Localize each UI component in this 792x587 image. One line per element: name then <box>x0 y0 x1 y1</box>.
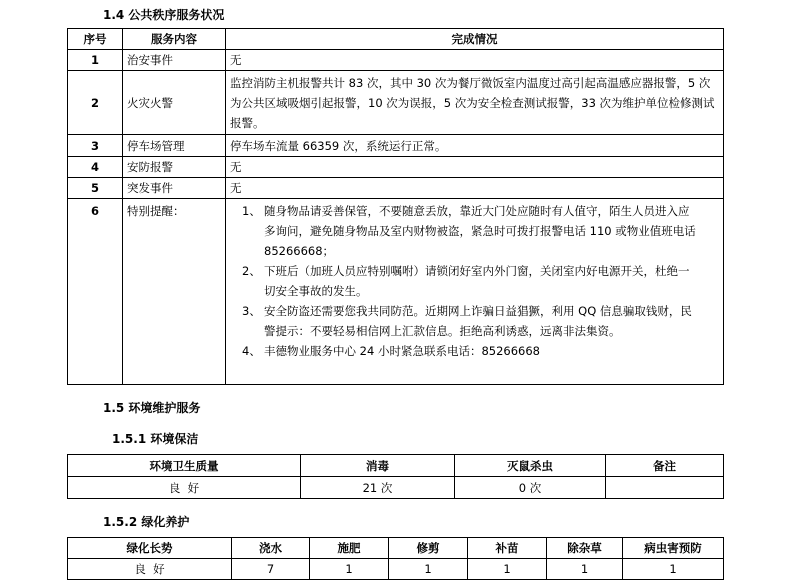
note-text: 随身物品请妥善保管，不要随意丢放，靠近大门处应随时有人值守，陌生人员进入应多询问，避免随身物品及室内财物被盗，紧急时可拨打报警电话 110 或物业值班电话 85266668； <box>264 204 696 258</box>
special-notes <box>226 199 724 385</box>
row-no: 3 <box>68 135 123 157</box>
cell-watering: 7 <box>232 559 310 580</box>
row-no: 2 <box>68 71 123 135</box>
note-number: 2、 <box>242 264 261 278</box>
note-number: 1、 <box>242 204 261 218</box>
cell-growth: 良 好 <box>68 559 232 580</box>
note-number: 3、 <box>242 304 261 318</box>
header-pest-prevention: 病虫害预防 <box>623 538 724 559</box>
row-no: 5 <box>68 178 123 199</box>
row-status: 无 <box>226 157 724 178</box>
row-item: 安防报警 <box>123 157 226 178</box>
row-no: 1 <box>68 50 123 71</box>
header-disinfection: 消毒 <box>301 455 455 477</box>
header-growth: 绿化长势 <box>68 538 232 559</box>
cell-replanting: 1 <box>468 559 547 580</box>
cell-pruning: 1 <box>389 559 468 580</box>
table-header-row <box>68 29 724 50</box>
row-item: 特别提醒： <box>123 199 226 385</box>
row-status: 监控消防主机报警共计 83 次，其中 30 次为餐厅微饭室内温度过高引起高温感应器报警，5 次为公共区域吸烟引起报警，10 次为误报，5 次为安全检查测试报警，33 次为维护单位检修测试报警。 <box>226 71 724 135</box>
section-title-1-5-1: 1.5.1 环境保洁 <box>112 432 199 446</box>
header-remarks: 备注 <box>606 455 724 477</box>
note-item <box>242 201 699 261</box>
cleaning-table <box>67 454 724 499</box>
note-text: 安全防盗还需要您我共同防范。近期网上诈骗日益猖獗，利用 QQ 信息骗取钱财，民警提示：不要轻易相信网上汇款信息。拒绝高利诱惑，远离非法集资。 <box>264 304 692 338</box>
row-status: 无 <box>226 50 724 71</box>
note-item <box>242 341 699 361</box>
note-item <box>242 261 699 301</box>
table-row <box>68 71 724 135</box>
header-service-content: 服务内容 <box>123 29 226 50</box>
table-row <box>68 50 724 71</box>
section-title-1-5-2: 1.5.2 绿化养护 <box>103 515 190 529</box>
cell-disinfection: 21 次 <box>301 477 455 499</box>
security-service-table <box>67 28 724 385</box>
header-pest-control: 灭鼠杀虫 <box>455 455 606 477</box>
table-row <box>68 477 724 499</box>
cell-pest-prevention: 1 <box>623 559 724 580</box>
note-text: 丰德物业服务中心 24 小时紧急联系电话：85266668 <box>264 344 540 358</box>
cell-remarks <box>606 477 724 499</box>
header-weeding: 除杂草 <box>547 538 623 559</box>
header-sanitation-quality: 环境卫生质量 <box>68 455 301 477</box>
greening-table <box>67 537 724 580</box>
note-item <box>242 301 699 341</box>
row-item: 突发事件 <box>123 178 226 199</box>
row-status: 停车场车流量 66359 次，系统运行正常。 <box>226 135 724 157</box>
row-no: 4 <box>68 157 123 178</box>
special-reminder-row <box>68 199 724 385</box>
note-text: 下班后（加班人员应特别嘱咐）请锁闭好室内外门窗，关闭室内好电源开关，杜绝一切安全事故的发生。 <box>264 264 690 298</box>
table-header-row <box>68 455 724 477</box>
header-watering: 浇水 <box>232 538 310 559</box>
table-row <box>68 157 724 178</box>
header-no: 序号 <box>68 29 123 50</box>
cell-quality: 良 好 <box>68 477 301 499</box>
row-status: 无 <box>226 178 724 199</box>
row-no: 6 <box>68 199 123 385</box>
row-item: 治安事件 <box>123 50 226 71</box>
header-fertilizing: 施肥 <box>310 538 389 559</box>
cell-weeding: 1 <box>547 559 623 580</box>
section-title-1-5: 1.5 环境维护服务 <box>103 401 201 415</box>
header-completion-status: 完成情况 <box>226 29 724 50</box>
cell-fertilizing: 1 <box>310 559 389 580</box>
section-title-1-4: 1.4 公共秩序服务状况 <box>103 8 225 22</box>
table-header-row <box>68 538 724 559</box>
header-pruning: 修剪 <box>389 538 468 559</box>
row-item: 停车场管理 <box>123 135 226 157</box>
row-item: 火灾火警 <box>123 71 226 135</box>
table-row <box>68 559 724 580</box>
header-replanting: 补苗 <box>468 538 547 559</box>
note-number: 4、 <box>242 344 261 358</box>
cell-pest-control: 0 次 <box>455 477 606 499</box>
table-row <box>68 135 724 157</box>
table-row <box>68 178 724 199</box>
